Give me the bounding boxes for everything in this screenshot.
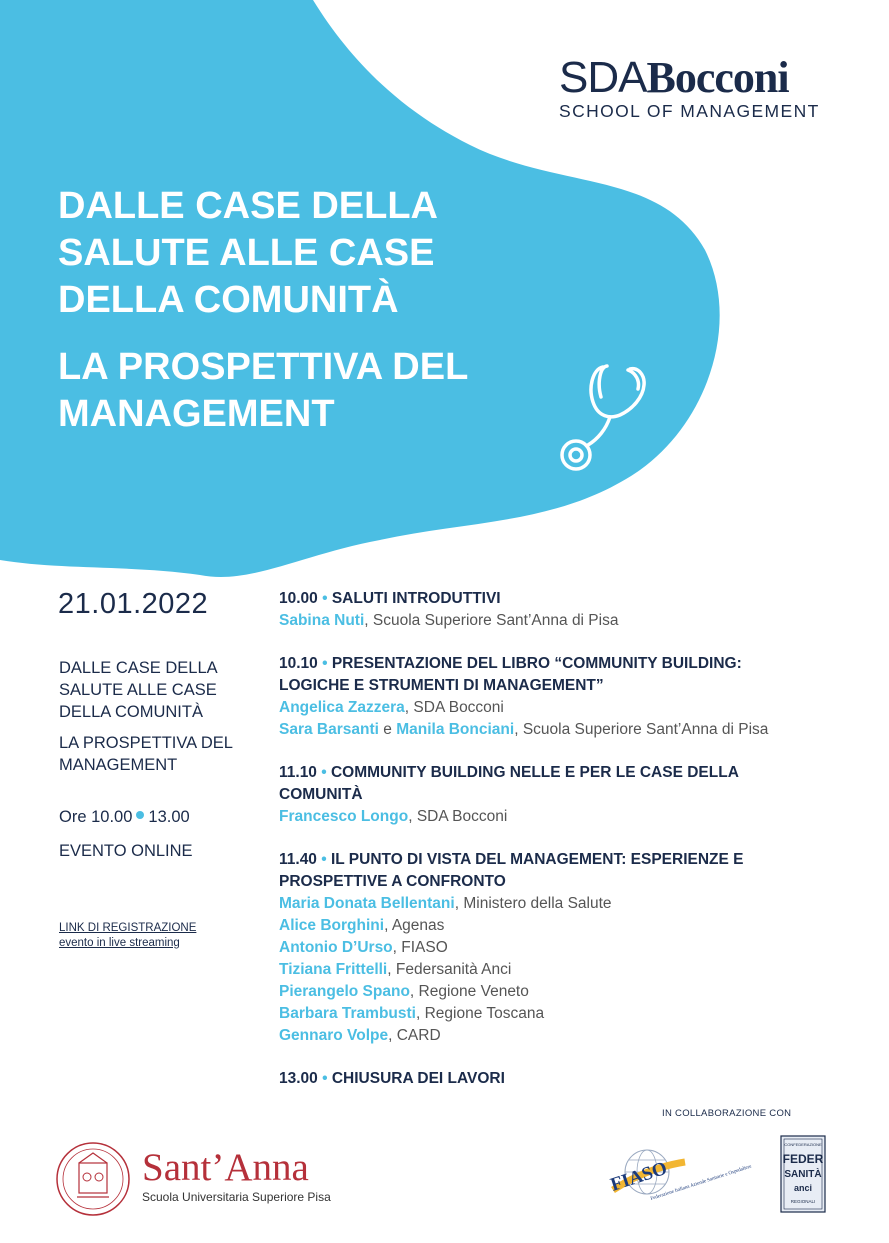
event-date: 21.01.2022 — [58, 588, 209, 620]
session-title-line: COMMUNITY BUILDING NELLE E PER LE CASE DELLA — [330, 764, 739, 781]
speaker-org: Ministero della Salute — [463, 895, 612, 912]
time-start: Ore 10.00 — [59, 808, 133, 826]
program-session — [279, 653, 879, 741]
session-time: 10.10 — [279, 655, 318, 672]
session-heading — [279, 1068, 879, 1090]
speaker-name: Tiziana Frittelli — [279, 961, 388, 978]
sidebar-subtitle-line: MANAGEMENT — [59, 756, 178, 774]
speaker-org: Scuola Superiore Sant’Anna di Pisa — [522, 721, 769, 738]
federsanita-top-text: CONFEDERAZIONE — [784, 1142, 822, 1147]
speaker-org: Scuola Superiore Sant’Anna di Pisa — [372, 612, 619, 629]
event-mode: EVENTO ONLINE — [59, 842, 193, 860]
hero-title-line: SALUTE ALLE CASE — [58, 232, 435, 274]
session-time: 13.00 — [279, 1070, 318, 1087]
sidebar-subtitle — [59, 732, 233, 776]
session-heading — [279, 762, 879, 806]
speaker-row: Francesco Longo, SDA Bocconi — [279, 808, 508, 825]
session-title-line: SALUTI INTRODUTTIVI — [331, 590, 501, 607]
speaker-joiner: e — [383, 721, 392, 738]
stethoscope-icon — [548, 357, 658, 477]
program-session — [279, 588, 879, 632]
registration-link-line[interactable]: evento in live streaming — [59, 937, 180, 949]
sda-bocconi-logo — [559, 53, 839, 122]
program-session — [279, 849, 879, 1047]
federsanita-logo — [780, 1135, 826, 1213]
hero-subtitle — [58, 344, 468, 438]
speaker-org: Regione Toscana — [424, 1005, 545, 1022]
collaboration-label: IN COLLABORAZIONE CON — [662, 1108, 792, 1119]
speaker-row: Alice Borghini, Agenas — [279, 917, 445, 934]
speaker-org: Regione Veneto — [418, 983, 529, 1000]
speaker-org: SDA Bocconi — [413, 699, 504, 716]
fiaso-subtitle: Federazione Italiana Aziende Sanitarie e Ospedaliere — [650, 1164, 753, 1202]
speaker-org: CARD — [396, 1027, 441, 1044]
speaker-name: Barbara Trambusti — [279, 1005, 416, 1022]
speaker-name: Antonio D’Urso — [279, 939, 393, 956]
hero-title — [58, 183, 438, 324]
sidebar-title-line: DELLA COMUNITÀ — [59, 703, 203, 721]
speaker-row: Antonio D’Urso, FIASO — [279, 939, 448, 956]
speaker-row: Gennaro Volpe, CARD — [279, 1027, 441, 1044]
session-time: 11.10 — [279, 764, 317, 781]
hero-subtitle-line: LA PROSPETTIVA DEL — [58, 346, 469, 388]
federsanita-anci: anci — [793, 1183, 813, 1193]
speaker-row: Sabina Nuti, Scuola Superiore Sant’Anna di Pisa — [279, 612, 619, 629]
hero-subtitle-line: MANAGEMENT — [58, 393, 335, 435]
session-time: 10.00 — [279, 590, 318, 607]
logo-bocconi-text: Bocconi — [646, 53, 789, 102]
santanna-seal-logo — [55, 1141, 131, 1217]
federsanita-line1: FEDER — [782, 1152, 824, 1166]
program-session — [279, 1068, 879, 1090]
sidebar-subtitle-line: LA PROSPETTIVA DEL — [59, 734, 233, 752]
speaker-row: Tiziana Frittelli, Federsanità Anci — [279, 961, 512, 978]
bullet-dot-icon: • — [317, 655, 332, 672]
registration-link[interactable] — [59, 921, 196, 951]
sidebar-title — [59, 657, 218, 723]
speaker-name: Alice Borghini — [279, 917, 385, 934]
bullet-dot-icon — [136, 811, 144, 819]
speaker-org: FIASO — [401, 939, 448, 956]
hero-title-line: DALLE CASE DELLA — [58, 185, 438, 227]
federsanita-bottom-text: REGIONALI — [790, 1199, 816, 1204]
time-end: 13.00 — [148, 808, 190, 826]
session-heading — [279, 588, 879, 610]
fiaso-text: FIASO — [608, 1157, 670, 1196]
bullet-dot-icon: • — [316, 851, 331, 868]
logo-school-text: SCHOOL OF MANAGEMENT — [559, 101, 820, 121]
session-time: 11.40 — [279, 851, 317, 868]
registration-link-line[interactable]: LINK DI REGISTRAZIONE — [59, 922, 197, 934]
logo-sda-text: SDA — [559, 53, 647, 102]
speaker-name: Angelica Zazzera — [279, 699, 405, 716]
speaker-name: Manila Bonciani — [396, 721, 515, 738]
event-time — [59, 808, 190, 827]
speaker-name: Maria Donata Bellentani — [279, 895, 455, 912]
speaker-org: Agenas — [391, 917, 445, 934]
bullet-dot-icon: • — [316, 764, 331, 781]
speaker-row: Barbara Trambusti, Regione Toscana — [279, 1005, 545, 1022]
speaker-row: Angelica Zazzera, SDA Bocconi — [279, 699, 504, 716]
session-title-line: PRESENTAZIONE DEL LIBRO “COMMUNITY BUILDING: — [331, 655, 742, 672]
program-list — [279, 588, 879, 1111]
federsanita-line2: SANITÀ — [784, 1169, 822, 1180]
speaker-row: Pierangelo Spano, Regione Veneto — [279, 983, 529, 1000]
speaker-name: Gennaro Volpe — [279, 1027, 389, 1044]
session-heading — [279, 849, 879, 893]
speaker-row: Sara Barsanti e Manila Bonciani, Scuola Superiore Sant’Anna di Pisa — [279, 721, 769, 738]
speaker-name: Sara Barsanti — [279, 721, 379, 738]
speaker-row: Maria Donata Bellentani, Ministero della Salute — [279, 895, 612, 912]
session-title-line: IL PUNTO DI VISTA DEL MANAGEMENT: ESPERIENZE E — [330, 851, 744, 868]
hero-title-line: DELLA COMUNITÀ — [58, 279, 399, 321]
session-title-line: CHIUSURA DEI LAVORI — [331, 1070, 505, 1087]
program-session — [279, 762, 879, 828]
speaker-name: Pierangelo Spano — [279, 983, 410, 1000]
sidebar-title-line: SALUTE ALLE CASE — [59, 681, 217, 699]
session-title-line: PROSPETTIVE A CONFRONTO — [279, 873, 506, 890]
session-heading — [279, 653, 879, 697]
speaker-name: Sabina Nuti — [279, 612, 365, 629]
bullet-dot-icon: • — [317, 590, 332, 607]
session-title-line: COMUNITÀ — [279, 786, 363, 803]
speaker-org: SDA Bocconi — [416, 808, 508, 825]
speaker-name: Francesco Longo — [279, 808, 409, 825]
sidebar-title-line: DALLE CASE DELLA — [59, 659, 218, 677]
fiaso-logo — [607, 1138, 753, 1218]
speaker-org: Federsanità Anci — [395, 961, 512, 978]
santanna-subtitle: Scuola Universitaria Superiore Pisa — [142, 1190, 331, 1204]
session-title-line: LOGICHE E STRUMENTI DI MANAGEMENT” — [279, 677, 604, 694]
bullet-dot-icon: • — [317, 1070, 332, 1087]
santanna-name: Sant’Anna — [142, 1146, 309, 1189]
